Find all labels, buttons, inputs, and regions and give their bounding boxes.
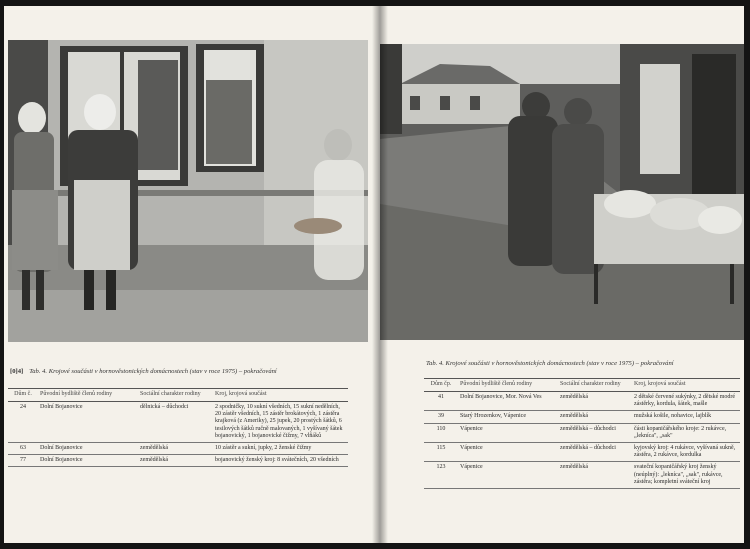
photo-women-by-house-image xyxy=(8,40,368,342)
table-row xyxy=(8,455,348,467)
cell-social: zemědělská xyxy=(560,394,588,400)
page-number: [0]4] xyxy=(10,368,24,375)
left-page xyxy=(4,6,380,543)
cell-origin: Dolní Bojanovice xyxy=(40,457,83,464)
photo-village-street-image xyxy=(380,44,744,340)
cell-kroj: části kopaničářského kroje: 2 rukávce, „lekníca", „sak" xyxy=(634,425,727,439)
table-row xyxy=(424,462,740,489)
cell-kroj: kyjovský kroj: 4 rukávce, vyšívaná sukně, zástěra, 2 rukávce, kordulka xyxy=(634,445,736,459)
cell-dum: 39 xyxy=(438,413,444,420)
table-row xyxy=(424,411,740,423)
cell-social: zemědělská – důchodci xyxy=(560,445,616,452)
cell-kroj: bojanovický ženský kroj: 8 svátečních, 20 všedních xyxy=(215,457,339,464)
cell-dum: 110 xyxy=(436,425,446,432)
cell-kroj: 10 zástěr a sukní, jupky, 2 ženské čižmy xyxy=(215,445,312,452)
cell-social: dělnická – důchodci xyxy=(140,404,189,410)
cell-dum: 63 xyxy=(20,445,26,452)
cell-social: zemědělská – důchodci xyxy=(560,425,616,432)
col-header-social: Sociální charakter rodiny xyxy=(560,381,621,387)
cell-dum: 41 xyxy=(438,394,444,400)
table-row xyxy=(8,402,348,443)
cell-dum: 77 xyxy=(20,457,26,464)
caption-right-text: Tab. 4. Krojové součásti v hornověstonických domácnostech (stav v roce 1975) – pokračování xyxy=(426,360,674,367)
cell-kroj: 2 spodničky, 10 sukní všedních, 15 sukní nedělních, 20 zástěr všedních, 15 zástěr brokátových, 1 zástěra krajková (z Ameriky), 25 jupek, 20 prostých šátků, 6 tesilových šátků ručně malovaných, 1 vyšívaný šátek bojanovický, 1 bojanovické čižmy, 7 vlňáků xyxy=(215,404,343,439)
cell-dum: 24 xyxy=(20,404,26,410)
cell-dum: 123 xyxy=(436,464,446,471)
col-header-origin: Původní bydliště členů rodiny xyxy=(460,381,533,387)
col-header-dum: Dům č. xyxy=(14,391,32,397)
photo-village-street xyxy=(380,44,744,340)
table-row xyxy=(8,443,348,455)
caption-left-text: Tab. 4. Krojové součásti v hornověstonických domácnostech (stav v roce 1975) – pokračování xyxy=(29,368,277,375)
table-left-header xyxy=(8,389,348,402)
col-header-origin: Původní bydliště členů rodiny xyxy=(40,391,113,397)
right-page xyxy=(380,6,744,543)
cell-kroj: 2 dětské červené sukýnky, 2 dětské modré zástěrky, kordula, šátek, mašle xyxy=(634,394,736,408)
cell-origin: Dolní Bojanovice, Mor. Nová Ves xyxy=(460,394,542,400)
cell-origin: Vápenice xyxy=(460,425,483,432)
cell-kroj: mužská košile, nohavice, lajblík xyxy=(634,413,712,420)
table-row xyxy=(424,392,740,411)
table-left xyxy=(8,388,348,467)
table-row xyxy=(424,443,740,462)
col-header-dum: Dům čp. xyxy=(430,381,452,387)
cell-kroj: svateční kopaničářský kroj ženský (neúplný): „lekníca", „sak", rukávce, zástěra; kompletní sváteční kroj xyxy=(634,464,723,485)
cell-origin: Vápenice xyxy=(460,464,483,471)
cell-origin: Vápenice xyxy=(460,445,483,452)
table-right-header xyxy=(424,379,740,392)
photo-women-by-house xyxy=(8,40,368,342)
cell-social: zemědělská xyxy=(140,445,168,452)
cell-social: zemědělská xyxy=(560,413,588,420)
caption-left xyxy=(10,368,277,376)
cell-origin: Dolní Bojanovice xyxy=(40,404,83,410)
caption-right xyxy=(426,360,674,368)
col-header-kroj: Kroj, krojová součást xyxy=(215,391,267,397)
cell-social: zemědělská xyxy=(140,457,168,464)
col-header-kroj: Kroj, krojová součást xyxy=(634,381,686,387)
cell-social: zemědělská xyxy=(560,464,588,471)
col-header-social: Sociální charakter rodiny xyxy=(140,391,201,397)
table-right xyxy=(424,378,740,489)
table-row xyxy=(424,424,740,443)
cell-origin: Dolní Bojanovice xyxy=(40,445,83,452)
cell-origin: Starý Hrozenkov, Vápenice xyxy=(460,413,526,420)
cell-dum: 115 xyxy=(436,445,446,452)
